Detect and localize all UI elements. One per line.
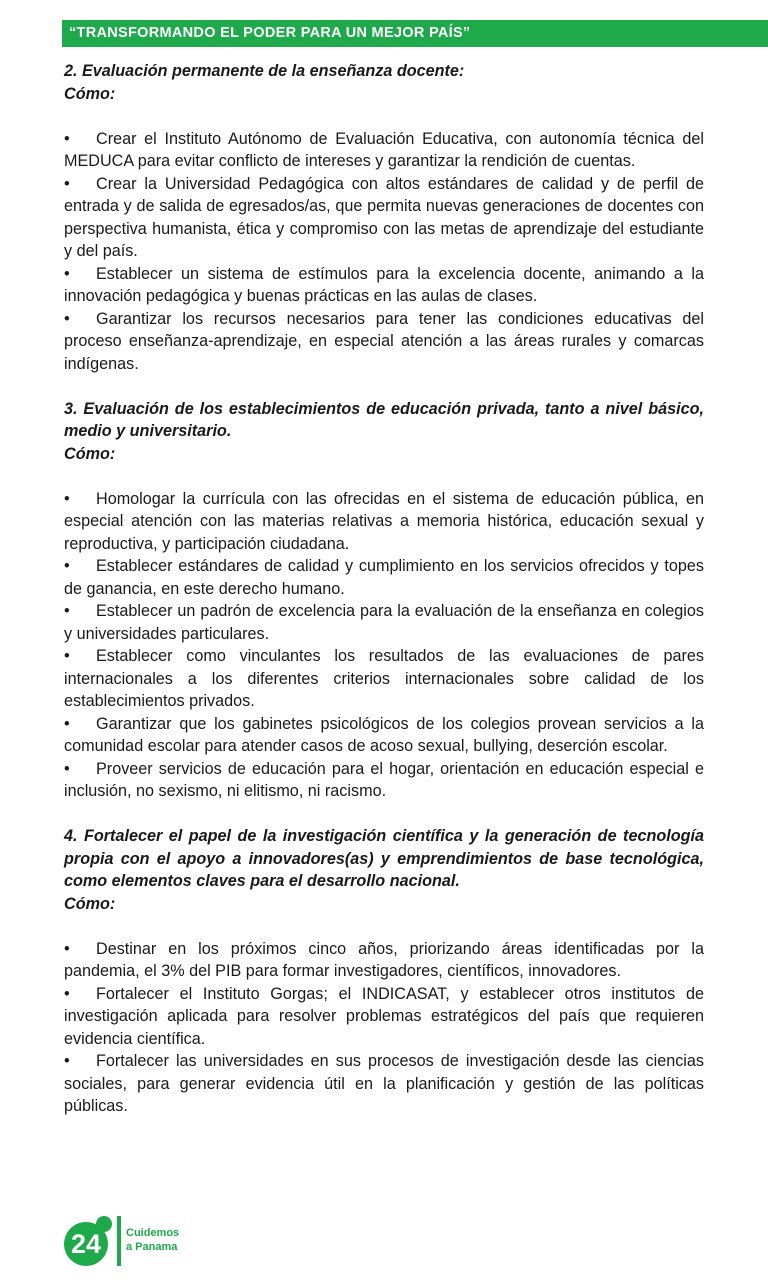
bullet-icon: • bbox=[64, 129, 70, 148]
list-item-text: Establecer un padrón de excelencia para la evaluación de la enseñanza en colegios y universidades particulares. bbox=[64, 602, 704, 643]
list-item bbox=[64, 758, 704, 803]
bullet-icon: • bbox=[64, 489, 70, 508]
brand-line-2: a Panama bbox=[126, 1241, 178, 1253]
bullet-icon: • bbox=[64, 647, 70, 665]
list-item bbox=[64, 308, 704, 376]
spacer bbox=[64, 105, 704, 128]
list-item-text: Garantizar que los gabinetes psicológicos de los colegios provean servicios a la comunidad escolar para atender casos de acoso sexual, bullying, deserción escolar. bbox=[64, 714, 704, 755]
bullet-icon: • bbox=[64, 1052, 70, 1070]
list-item-text: Proveer servicios de educación para el hogar, orientación en educación especial e inclusión, no sexismo, ni elitismo, ni racismo. bbox=[64, 759, 704, 800]
section-heading: 3. Evaluación de los establecimientos de educación privada, tanto a nivel básico, medio y universitario. bbox=[64, 399, 704, 440]
list-item bbox=[64, 983, 704, 1051]
spacer bbox=[64, 915, 704, 938]
section-como-label: Cómo: bbox=[64, 894, 116, 913]
list-item-text: Fortalecer el Instituto Gorgas; el INDICASAT, y establecer otros institutos de investigación aplicada para resolver problemas estratégicos del país que requieren evidencia científica. bbox=[64, 984, 704, 1048]
bullet-icon: • bbox=[64, 309, 70, 328]
list-item-text: Garantizar los recursos necesarios para tener las condiciones educativas del proceso enseñanza-aprendizaje, en especial atención a las áreas rurales y comarcas indígenas. bbox=[64, 309, 704, 373]
list-item bbox=[64, 600, 704, 645]
bullet-icon: • bbox=[64, 602, 70, 620]
bullet-icon: • bbox=[64, 759, 70, 778]
footer-divider bbox=[117, 1216, 121, 1266]
bullet-icon: • bbox=[64, 264, 70, 283]
list-item-text: Crear la Universidad Pedagógica con altos estándares de calidad y de perfil de entrada y de salida de egresados/as, que permita nuevas generaciones de docentes con perspectiva humanista, ética y compromiso con las metas de aprendizaje del estudiante y del país. bbox=[64, 174, 704, 260]
bullet-icon: • bbox=[64, 174, 70, 193]
list-item bbox=[64, 938, 704, 983]
document-body bbox=[64, 60, 704, 1118]
list-item bbox=[64, 713, 704, 758]
list-item-text: Crear el Instituto Autónomo de Evaluación Educativa, con autonomía técnica del MEDUCA para evitar conflicto de intereses y garantizar la rendición de cuentas. bbox=[64, 129, 704, 170]
list-item-text: Destinar en los próximos cinco años, priorizando áreas identificadas por la pandemia, el 3% del PIB para formar investigadores, científicos, innovadores. bbox=[64, 939, 704, 980]
list-item bbox=[64, 645, 704, 713]
page-footer bbox=[64, 1214, 264, 1270]
spacer bbox=[64, 375, 704, 398]
header-title: “TRANSFORMANDO EL PODER PARA UN MEJOR PAÍS” bbox=[69, 25, 471, 41]
list-item-text: Homologar la currícula con las ofrecidas en el sistema de educación pública, en especial atención con las materias relativas a memoria histórica, educación sexual y reproductiva, y participación ciudadana. bbox=[64, 489, 704, 553]
list-item bbox=[64, 173, 704, 263]
list-item-text: Establecer un sistema de estímulos para la excelencia docente, animando a la innovación pedagógica y buenas prácticas en las aulas de clases. bbox=[64, 264, 704, 305]
section-heading: 2. Evaluación permanente de la enseñanza docente: bbox=[64, 62, 465, 80]
list-item bbox=[64, 488, 704, 556]
bullet-icon: • bbox=[64, 557, 70, 575]
section-heading: 4. Fortalecer el papel de la investigación científica y la generación de tecnología propia con el apoyo a innovadores(as) y emprendimientos de base tecnológica, como elementos claves para el desarrollo nacional. bbox=[64, 827, 704, 890]
list-item-text: Fortalecer las universidades en sus procesos de investigación desde las ciencias sociales, para generar evidencia útil en la planificación y gestión de las políticas públicas. bbox=[64, 1052, 704, 1115]
header-banner bbox=[62, 20, 768, 47]
list-item bbox=[64, 263, 704, 308]
bullet-icon: • bbox=[64, 714, 70, 733]
bullet-icon: • bbox=[64, 939, 70, 958]
list-item-text: Establecer como vinculantes los resultados de las evaluaciones de pares internacionales a los diferentes criterios internacionales sobre calidad de los establecimientos privados. bbox=[64, 647, 704, 710]
brand-logo bbox=[126, 1226, 179, 1254]
section-como-label: Cómo: bbox=[64, 84, 116, 103]
section-como-label: Cómo: bbox=[64, 444, 116, 463]
list-item bbox=[64, 1050, 704, 1118]
list-item bbox=[64, 555, 704, 600]
spacer bbox=[64, 803, 704, 826]
list-item-text: Establecer estándares de calidad y cumplimiento en los servicios ofrecidos y topes de ganancia, en este derecho humano. bbox=[64, 557, 704, 598]
brand-line-1: Cuidemos bbox=[126, 1227, 180, 1239]
page-number: 24 bbox=[64, 1222, 108, 1266]
spacer bbox=[64, 465, 704, 488]
bullet-icon: • bbox=[64, 984, 70, 1003]
list-item bbox=[64, 128, 704, 173]
